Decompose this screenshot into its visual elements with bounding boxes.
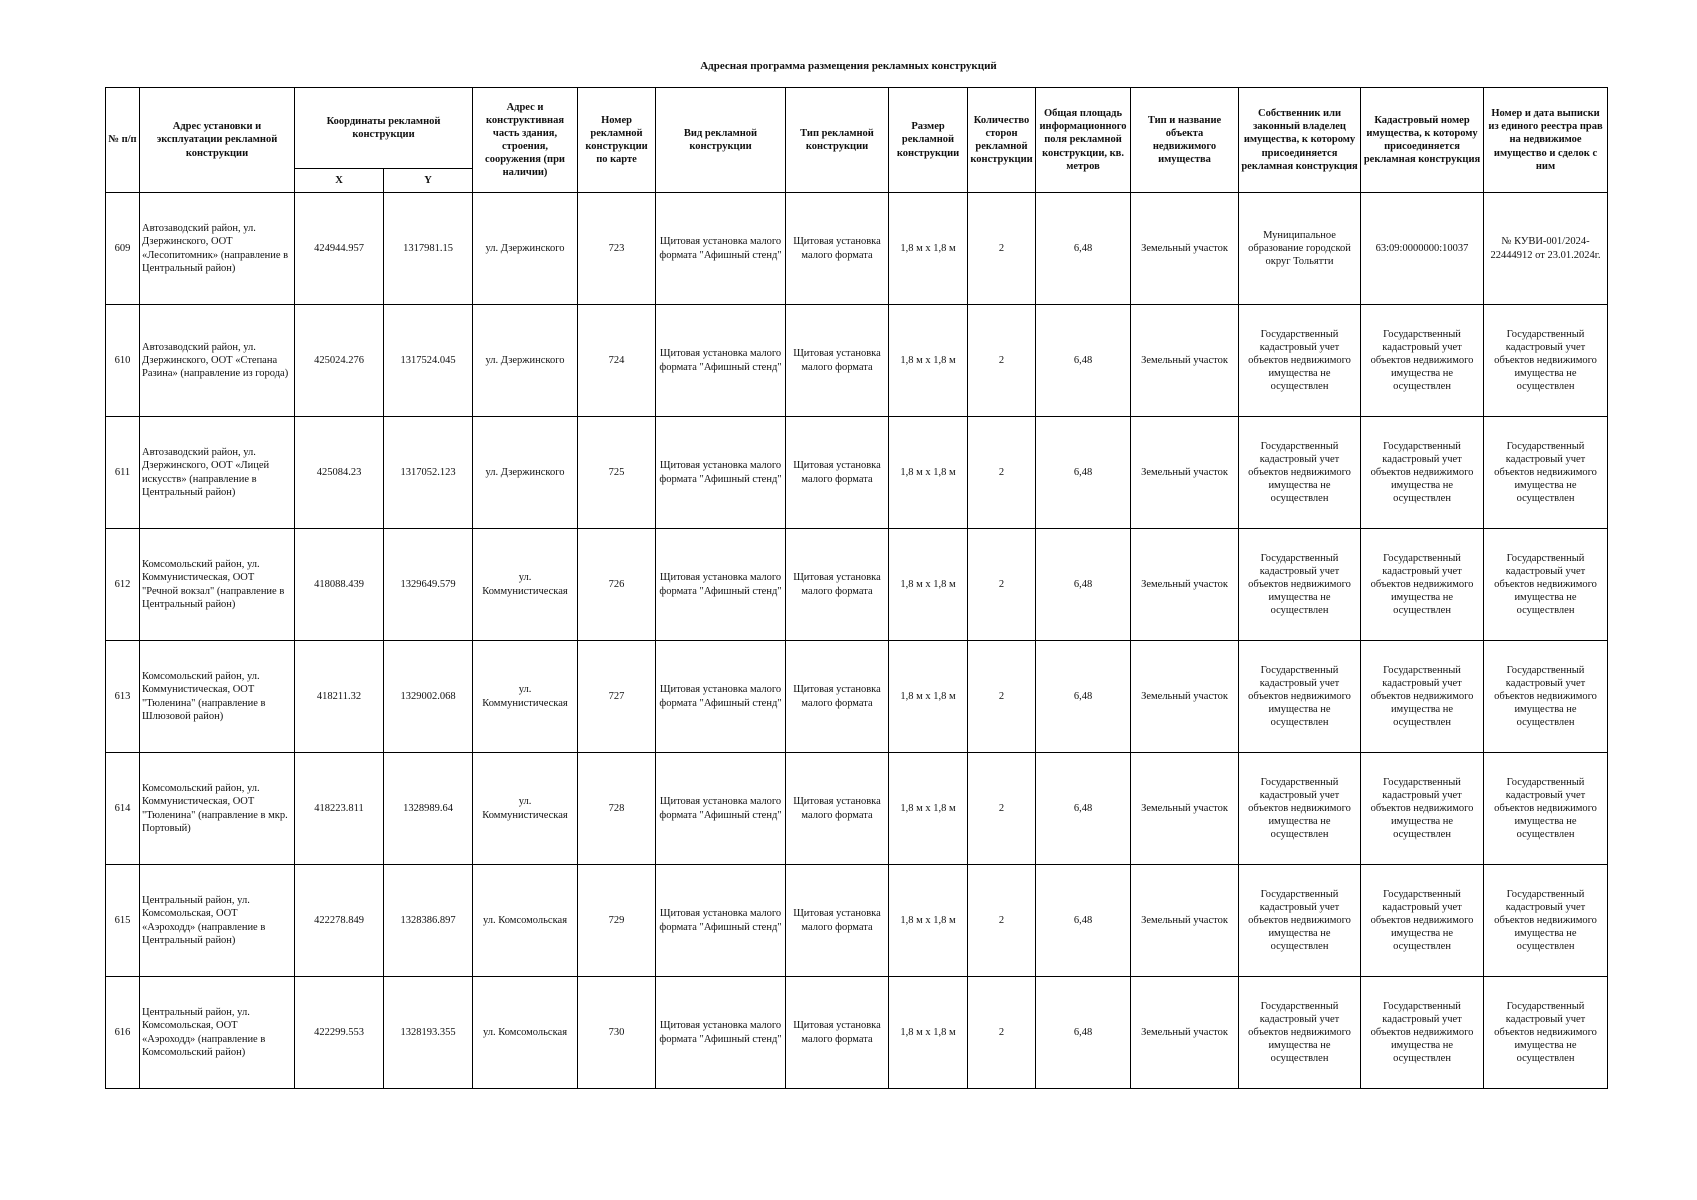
- cell-size: 1,8 м х 1,8 м: [889, 529, 968, 641]
- table-body: [106, 193, 1608, 1089]
- cell-num: 616: [106, 977, 140, 1089]
- cell-area: 6,48: [1036, 529, 1131, 641]
- cell-cadastral: Государственный кадастровый учет объектов недвижимого имущества не осуществлен: [1361, 865, 1484, 977]
- cell-object: Земельный участок: [1131, 193, 1239, 305]
- cell-sides: 2: [968, 305, 1036, 417]
- cell-address: Автозаводский район, ул. Дзержинского, ООТ «Лицей искусств» (направление в Центральный район): [140, 417, 295, 529]
- cell-sides: 2: [968, 753, 1036, 865]
- cell-extract: № КУВИ-001/2024-22444912 от 23.01.2024г.: [1484, 193, 1608, 305]
- cell-cadastral: Государственный кадастровый учет объектов недвижимого имущества не осуществлен: [1361, 417, 1484, 529]
- cell-map-num: 726: [578, 529, 656, 641]
- cell-owner: Государственный кадастровый учет объектов недвижимого имущества не осуществлен: [1239, 641, 1361, 753]
- cell-type: Щитовая установка малого формата: [786, 417, 889, 529]
- table-row: [106, 753, 1608, 865]
- cell-type: Щитовая установка малого формата: [786, 641, 889, 753]
- cell-extract: Государственный кадастровый учет объектов недвижимого имущества не осуществлен: [1484, 417, 1608, 529]
- cell-map-num: 725: [578, 417, 656, 529]
- cell-owner: Государственный кадастровый учет объектов недвижимого имущества не осуществлен: [1239, 865, 1361, 977]
- cell-owner: Государственный кадастровый учет объектов недвижимого имущества не осуществлен: [1239, 305, 1361, 417]
- cell-y: 1329649.579: [384, 529, 473, 641]
- cell-cadastral: Государственный кадастровый учет объектов недвижимого имущества не осуществлен: [1361, 529, 1484, 641]
- cell-kind: Щитовая установка малого формата "Афишный стенд": [656, 865, 786, 977]
- cell-address: Автозаводский район, ул. Дзержинского, ООТ «Лесопитомник» (направление в Центральный район): [140, 193, 295, 305]
- cell-y: 1317524.045: [384, 305, 473, 417]
- header-size: Размер рекламной конструкции: [889, 88, 968, 193]
- cell-address: Комсомольский район, ул. Коммунистическая, ООТ "Речной вокзал" (направление в Центральный район): [140, 529, 295, 641]
- cell-y: 1328386.897: [384, 865, 473, 977]
- cell-type: Щитовая установка малого формата: [786, 193, 889, 305]
- cell-map-num: 730: [578, 977, 656, 1089]
- cell-area: 6,48: [1036, 977, 1131, 1089]
- cell-map-num: 727: [578, 641, 656, 753]
- cell-address: Центральный район, ул. Комсомольская, ООТ «Аэроходд» (направление в Комсомольский район): [140, 977, 295, 1089]
- cell-map-num: 724: [578, 305, 656, 417]
- cell-type: Щитовая установка малого формата: [786, 529, 889, 641]
- header-object: Тип и название объекта недвижимого имущества: [1131, 88, 1239, 193]
- cell-size: 1,8 м х 1,8 м: [889, 977, 968, 1089]
- table-header: [106, 88, 1608, 193]
- cell-sides: 2: [968, 641, 1036, 753]
- cell-address: Комсомольский район, ул. Коммунистическая, ООТ "Тюленина" (направление в мкр. Портовый): [140, 753, 295, 865]
- cell-area: 6,48: [1036, 753, 1131, 865]
- cell-owner: Государственный кадастровый учет объектов недвижимого имущества не осуществлен: [1239, 529, 1361, 641]
- cell-extract: Государственный кадастровый учет объектов недвижимого имущества не осуществлен: [1484, 753, 1608, 865]
- header-kind: Вид рекламной конструкции: [656, 88, 786, 193]
- cell-object: Земельный участок: [1131, 417, 1239, 529]
- cell-kind: Щитовая установка малого формата "Афишный стенд": [656, 641, 786, 753]
- table-row: [106, 641, 1608, 753]
- header-owner: Собственник или законный владелец имущества, к которому присоединяется рекламная конструкция: [1239, 88, 1361, 193]
- header-map-num: Номер рекламной конструкции по карте: [578, 88, 656, 193]
- header-y: Y: [384, 169, 473, 193]
- cell-num: 612: [106, 529, 140, 641]
- table-row: [106, 865, 1608, 977]
- cell-y: 1329002.068: [384, 641, 473, 753]
- cell-extract: Государственный кадастровый учет объектов недвижимого имущества не осуществлен: [1484, 529, 1608, 641]
- header-address: Адрес установки и эксплуатации рекламной конструкции: [140, 88, 295, 193]
- cell-cadastral: Государственный кадастровый учет объектов недвижимого имущества не осуществлен: [1361, 641, 1484, 753]
- cell-building: ул. Комсомольская: [473, 865, 578, 977]
- cell-type: Щитовая установка малого формата: [786, 753, 889, 865]
- cell-size: 1,8 м х 1,8 м: [889, 305, 968, 417]
- cell-cadastral: Государственный кадастровый учет объектов недвижимого имущества не осуществлен: [1361, 305, 1484, 417]
- cell-num: 610: [106, 305, 140, 417]
- cell-x: 425084.23: [295, 417, 384, 529]
- cell-area: 6,48: [1036, 865, 1131, 977]
- table-row: [106, 305, 1608, 417]
- header-coords: Координаты рекламной конструкции: [295, 88, 473, 169]
- cell-object: Земельный участок: [1131, 305, 1239, 417]
- table-row: [106, 977, 1608, 1089]
- cell-owner: Государственный кадастровый учет объектов недвижимого имущества не осуществлен: [1239, 417, 1361, 529]
- cell-area: 6,48: [1036, 193, 1131, 305]
- cell-map-num: 723: [578, 193, 656, 305]
- cell-x: 418223.811: [295, 753, 384, 865]
- cell-size: 1,8 м х 1,8 м: [889, 417, 968, 529]
- cell-kind: Щитовая установка малого формата "Афишный стенд": [656, 417, 786, 529]
- cell-building: ул. Комсомольская: [473, 977, 578, 1089]
- cell-extract: Государственный кадастровый учет объектов недвижимого имущества не осуществлен: [1484, 865, 1608, 977]
- cell-num: 609: [106, 193, 140, 305]
- cell-building: ул. Дзержинского: [473, 417, 578, 529]
- header-building: Адрес и конструктивная часть здания, строения, сооружения (при наличии): [473, 88, 578, 193]
- cell-x: 422278.849: [295, 865, 384, 977]
- cell-address: Автозаводский район, ул. Дзержинского, ООТ «Степана Разина» (направление из города): [140, 305, 295, 417]
- cell-owner: Муниципальное образование городской округ Тольятти: [1239, 193, 1361, 305]
- header-type: Тип рекламной конструкции: [786, 88, 889, 193]
- cell-area: 6,48: [1036, 417, 1131, 529]
- cell-kind: Щитовая установка малого формата "Афишный стенд": [656, 193, 786, 305]
- header-sides: Количество сторон рекламной конструкции: [968, 88, 1036, 193]
- header-x: X: [295, 169, 384, 193]
- cell-sides: 2: [968, 193, 1036, 305]
- cell-sides: 2: [968, 417, 1036, 529]
- cell-x: 418211.32: [295, 641, 384, 753]
- cell-address: Центральный район, ул. Комсомольская, ООТ «Аэроходд» (направление в Центральный район): [140, 865, 295, 977]
- cell-building: ул. Коммунистическая: [473, 753, 578, 865]
- cell-sides: 2: [968, 529, 1036, 641]
- cell-building: ул. Коммунистическая: [473, 529, 578, 641]
- cell-type: Щитовая установка малого формата: [786, 305, 889, 417]
- cell-address: Комсомольский район, ул. Коммунистическая, ООТ "Тюленина" (направление в Шлюзовой район): [140, 641, 295, 753]
- cell-building: ул. Дзержинского: [473, 305, 578, 417]
- cell-size: 1,8 м х 1,8 м: [889, 865, 968, 977]
- cell-object: Земельный участок: [1131, 977, 1239, 1089]
- cell-kind: Щитовая установка малого формата "Афишный стенд": [656, 753, 786, 865]
- cell-y: 1328193.355: [384, 977, 473, 1089]
- cell-kind: Щитовая установка малого формата "Афишный стенд": [656, 977, 786, 1089]
- table-row: [106, 529, 1608, 641]
- cell-size: 1,8 м х 1,8 м: [889, 193, 968, 305]
- cell-size: 1,8 м х 1,8 м: [889, 641, 968, 753]
- advertising-structures-table: [105, 87, 1608, 1089]
- table-row: [106, 193, 1608, 305]
- cell-y: 1317052.123: [384, 417, 473, 529]
- cell-object: Земельный участок: [1131, 865, 1239, 977]
- header-extract: Номер и дата выписки из единого реестра прав на недвижимое имущество и сделок с ним: [1484, 88, 1608, 193]
- cell-num: 611: [106, 417, 140, 529]
- cell-x: 418088.439: [295, 529, 384, 641]
- cell-y: 1317981.15: [384, 193, 473, 305]
- cell-type: Щитовая установка малого формата: [786, 977, 889, 1089]
- cell-type: Щитовая установка малого формата: [786, 865, 889, 977]
- document-title: Адресная программа размещения рекламных конструкций: [700, 60, 997, 72]
- cell-building: ул. Коммунистическая: [473, 641, 578, 753]
- cell-sides: 2: [968, 865, 1036, 977]
- cell-num: 613: [106, 641, 140, 753]
- header-area: Общая площадь информационного поля рекламной конструкции, кв. метров: [1036, 88, 1131, 193]
- cell-area: 6,48: [1036, 305, 1131, 417]
- cell-object: Земельный участок: [1131, 641, 1239, 753]
- cell-area: 6,48: [1036, 641, 1131, 753]
- cell-map-num: 728: [578, 753, 656, 865]
- cell-x: 424944.957: [295, 193, 384, 305]
- cell-building: ул. Дзержинского: [473, 193, 578, 305]
- cell-kind: Щитовая установка малого формата "Афишный стенд": [656, 305, 786, 417]
- cell-sides: 2: [968, 977, 1036, 1089]
- cell-extract: Государственный кадастровый учет объектов недвижимого имущества не осуществлен: [1484, 641, 1608, 753]
- table-row: [106, 417, 1608, 529]
- header-cadastral: Кадастровый номер имущества, к которому присоединяется рекламная конструкция: [1361, 88, 1484, 193]
- cell-cadastral: 63:09:0000000:10037: [1361, 193, 1484, 305]
- cell-object: Земельный участок: [1131, 753, 1239, 865]
- cell-y: 1328989.64: [384, 753, 473, 865]
- cell-extract: Государственный кадастровый учет объектов недвижимого имущества не осуществлен: [1484, 305, 1608, 417]
- cell-owner: Государственный кадастровый учет объектов недвижимого имущества не осуществлен: [1239, 977, 1361, 1089]
- cell-cadastral: Государственный кадастровый учет объектов недвижимого имущества не осуществлен: [1361, 977, 1484, 1089]
- cell-object: Земельный участок: [1131, 529, 1239, 641]
- cell-x: 422299.553: [295, 977, 384, 1089]
- cell-extract: Государственный кадастровый учет объектов недвижимого имущества не осуществлен: [1484, 977, 1608, 1089]
- cell-x: 425024.276: [295, 305, 384, 417]
- cell-cadastral: Государственный кадастровый учет объектов недвижимого имущества не осуществлен: [1361, 753, 1484, 865]
- cell-map-num: 729: [578, 865, 656, 977]
- cell-owner: Государственный кадастровый учет объектов недвижимого имущества не осуществлен: [1239, 753, 1361, 865]
- cell-num: 614: [106, 753, 140, 865]
- header-num: № п/п: [106, 88, 140, 193]
- cell-kind: Щитовая установка малого формата "Афишный стенд": [656, 529, 786, 641]
- cell-size: 1,8 м х 1,8 м: [889, 753, 968, 865]
- cell-num: 615: [106, 865, 140, 977]
